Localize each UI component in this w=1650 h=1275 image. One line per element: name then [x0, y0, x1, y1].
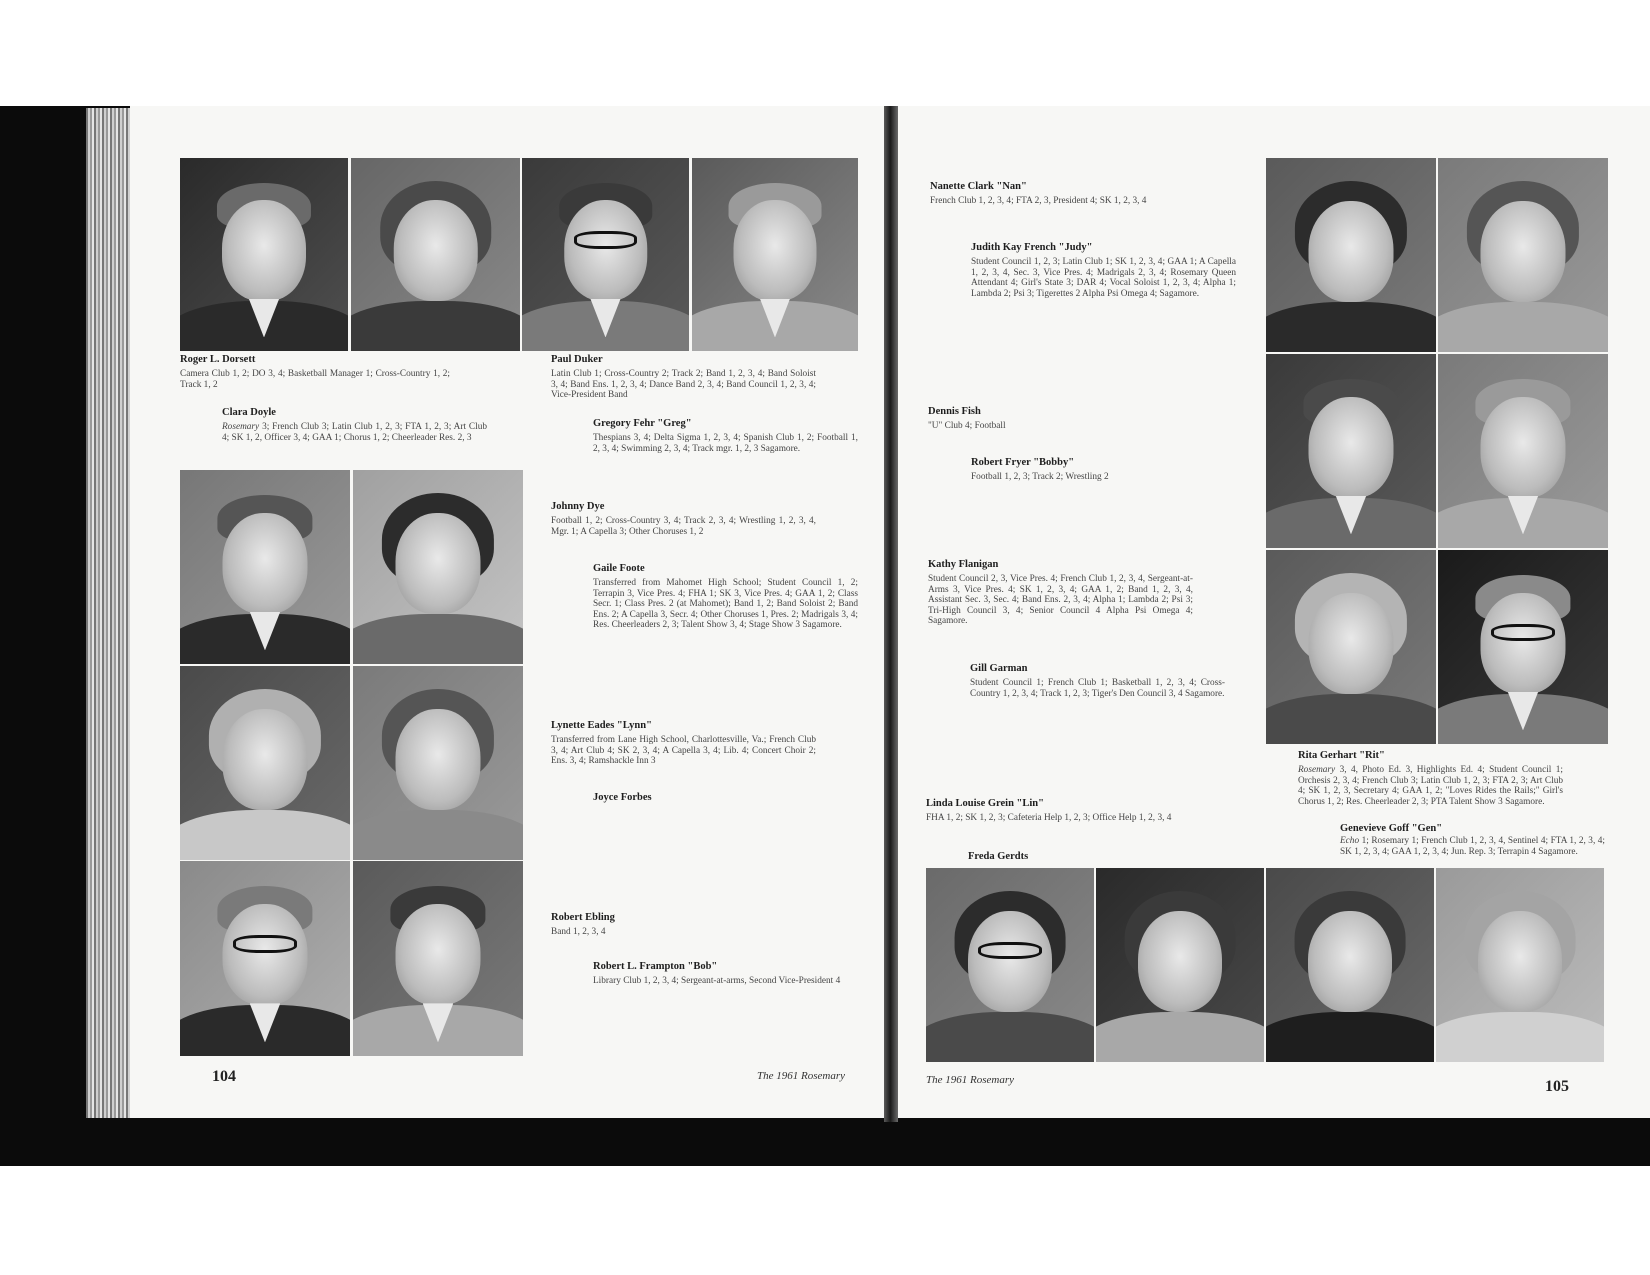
student-activities: Transferred from Mahomet High School; Student Council 1, 2; Terrapin 3, Vice Pres. 4; FHA 1; SK 3, Vice Pres. 4; GAA 1, 2; Class Secr. 1; Class Pres. 2 (at Mahomet); Band 1, 2; Band Soloist 2; Band Ens. 2; A Capella 3, Secr. 4; Other Choruses 1, Pres. 2; Madrigals 3, 4; Res. Cheerleaders 2, 3; Talent Show 3, 4; Stage Show 3 Sagamore. [593, 578, 858, 631]
page-footer: The 1961 Rosemary [757, 1070, 845, 1082]
portrait-photo [351, 158, 520, 351]
student-name: Freda Gerdts [968, 851, 1029, 862]
student-activities: Football 1, 2; Cross-Country 3, 4; Track 2, 3, 4; Wrestling 1, 2, 3, 4, Mgr. 1; A Capella 3; Other Choruses 1, 2 [551, 516, 816, 537]
student-name: Gill Garman [970, 663, 1028, 674]
student-activities: Student Council 2, 3, Vice Pres. 4; French Club 1, 2, 3, 4, Sergeant-at-Arms 3, Vice Pres. 4; SK 1, 2, 3, 4; GAA 1, 2; Band 1, 2, 3, 4, Assistant Sec. 3, Sec. 4; Band Ens. 2, 3, 4; Alpha 1; Lambda 2; Psi 3; Tri-High Council 3, 4; Senior Council 4 Alpha Psi Omega 4; Sagamore. [928, 574, 1193, 627]
student-name: Robert Fryer "Bobby" [971, 457, 1075, 468]
student-name: Johnny Dye [551, 501, 605, 512]
student-activities: Transferred from Lane High School, Charlottesville, Va.; French Club 3, 4; Art Club 4; SK 2, 3, 4; A Capella 3, 4; Lib. 4; Concert Choir 2; Ens. 3, 4; Ramshackle Inn 3 [551, 735, 816, 767]
student-activities: Echo 1; Rosemary 1; French Club 1, 2, 3, 4, Sentinel 4; FTA 1, 2, 3, 4; SK 1, 2, 3, 4; GAA 1, 2, 3, 4; Jun. Rep. 3; Terrapin 4 Sagamore. [1340, 836, 1605, 857]
student-activities: Thespians 3, 4; Delta Sigma 1, 2, 3, 4; Spanish Club 1, 2; Football 1, 2, 3, 4; Swimming 2, 3, 4; Track mgr. 1, 2, 3 Sagamore. [593, 433, 858, 454]
student-name: Kathy Flanigan [928, 559, 999, 570]
portrait-photo [1266, 158, 1436, 352]
student-name: Gregory Fehr "Greg" [593, 418, 692, 429]
student-name: Robert L. Frampton "Bob" [593, 961, 718, 972]
student-activities: Rosemary 3; French Club 3; Latin Club 1, 2, 3; FTA 1, 2, 3; Art Club 4; SK 1, 2, Officer 3, 4; GAA 1; Chorus 1, 2; Cheerleader Res. 2, 3 [222, 422, 487, 443]
portrait-photo [353, 861, 523, 1056]
student-activities: Latin Club 1; Cross-Country 2; Track 2; Band 1, 2, 3, 4; Band Soloist 3, 4; Band Ens. 1, 2, 3, 4; Dance Band 2, 3, 4; Band Council 1, 2, 3, 4; Vice-President Band [551, 369, 816, 401]
page-footer: The 1961 Rosemary [926, 1074, 1014, 1086]
portrait-photo [1438, 550, 1608, 744]
student-activities: Student Council 1; French Club 1; Basketball 1, 2, 3, 4; Cross-Country 1, 2, 3, 4; Track 1, 2, 3; Tiger's Den Council 3, 4 Sagamore. [970, 678, 1225, 699]
portrait-photo [522, 158, 689, 351]
student-name: Gaile Foote [593, 563, 645, 574]
student-name: Lynette Eades "Lynn" [551, 720, 652, 731]
portrait-photo [1436, 868, 1604, 1062]
student-activities: Football 1, 2, 3; Track 2; Wrestling 2 [971, 472, 1109, 482]
page-number: 105 [1545, 1078, 1569, 1095]
portrait-photo [180, 158, 348, 351]
portrait-photo [1266, 868, 1434, 1062]
student-activities: Camera Club 1, 2; DO 3, 4; Basketball Manager 1; Cross-Country 1, 2; Track 1, 2 [180, 369, 450, 390]
student-name: Joyce Forbes [593, 792, 652, 803]
portrait-photo [1438, 354, 1608, 548]
student-activities: "U" Club 4; Football [928, 421, 1006, 431]
portrait-photo [180, 861, 350, 1056]
portrait-photo [692, 158, 858, 351]
page-number: 104 [212, 1068, 236, 1085]
portrait-photo [1266, 550, 1436, 744]
student-name: Dennis Fish [928, 406, 981, 417]
student-activities: Library Club 1, 2, 3, 4; Sergeant-at-arms, Second Vice-President 4 [593, 976, 841, 986]
student-activities: FHA 1, 2; SK 1, 2, 3; Cafeteria Help 1, 2, 3; Office Help 1, 2, 3, 4 [926, 813, 1172, 823]
student-name: Nanette Clark "Nan" [930, 181, 1027, 192]
student-name: Paul Duker [551, 354, 603, 365]
portrait-photo [926, 868, 1094, 1062]
portrait-photo [353, 470, 523, 664]
student-name: Linda Louise Grein "Lin" [926, 798, 1044, 809]
student-name: Clara Doyle [222, 407, 276, 418]
student-name: Genevieve Goff "Gen" [1340, 823, 1443, 834]
student-activities: Rosemary 3, 4, Photo Ed. 3, Highlights Ed. 4; Student Council 1; Orchesis 2, 3, 4; French Club 3; Latin Club 1, 2, 3; FTA 2, 3; Art Club 4; SK 1, 2, 3, Secretary 4; GAA 1, 2; "Loves Rides the Rails;" Girl's Chorus 1, 2; Res. Cheerleader 2, 3; PTA Talent Show 3 Sagamore. [1298, 765, 1563, 807]
student-name: Roger L. Dorsett [180, 354, 256, 365]
student-activities: Student Council 1, 2, 3; Latin Club 1; SK 1, 2, 3, 4; GAA 1; A Capella 1, 2, 3, 4, Sec. 3, Vice Pres. 4; Madrigals 2, 3, 4; Rosemary Queen Attendant 4; Girl's State 3; DAR 4; Vocal Soloist 1, 2, 3, 4; Alpha 1; Lambda 2; Psi 3; Tigerettes 2 Alpha Psi Omega 4; Sagamore. [971, 257, 1236, 299]
student-activities: French Club 1, 2, 3, 4; FTA 2, 3, President 4; SK 1, 2, 3, 4 [930, 196, 1147, 206]
portrait-photo [1438, 158, 1608, 352]
student-name: Robert Ebling [551, 912, 615, 923]
student-name: Judith Kay French "Judy" [971, 242, 1093, 253]
book-gutter [884, 106, 898, 1122]
page-stack-edge [86, 108, 130, 1118]
portrait-photo [180, 470, 350, 664]
portrait-photo [353, 666, 523, 860]
portrait-photo [1266, 354, 1436, 548]
portrait-photo [1096, 868, 1264, 1062]
portrait-photo [180, 666, 350, 860]
student-activities: Band 1, 2, 3, 4 [551, 927, 606, 937]
student-name: Rita Gerhart "Rit" [1298, 750, 1385, 761]
